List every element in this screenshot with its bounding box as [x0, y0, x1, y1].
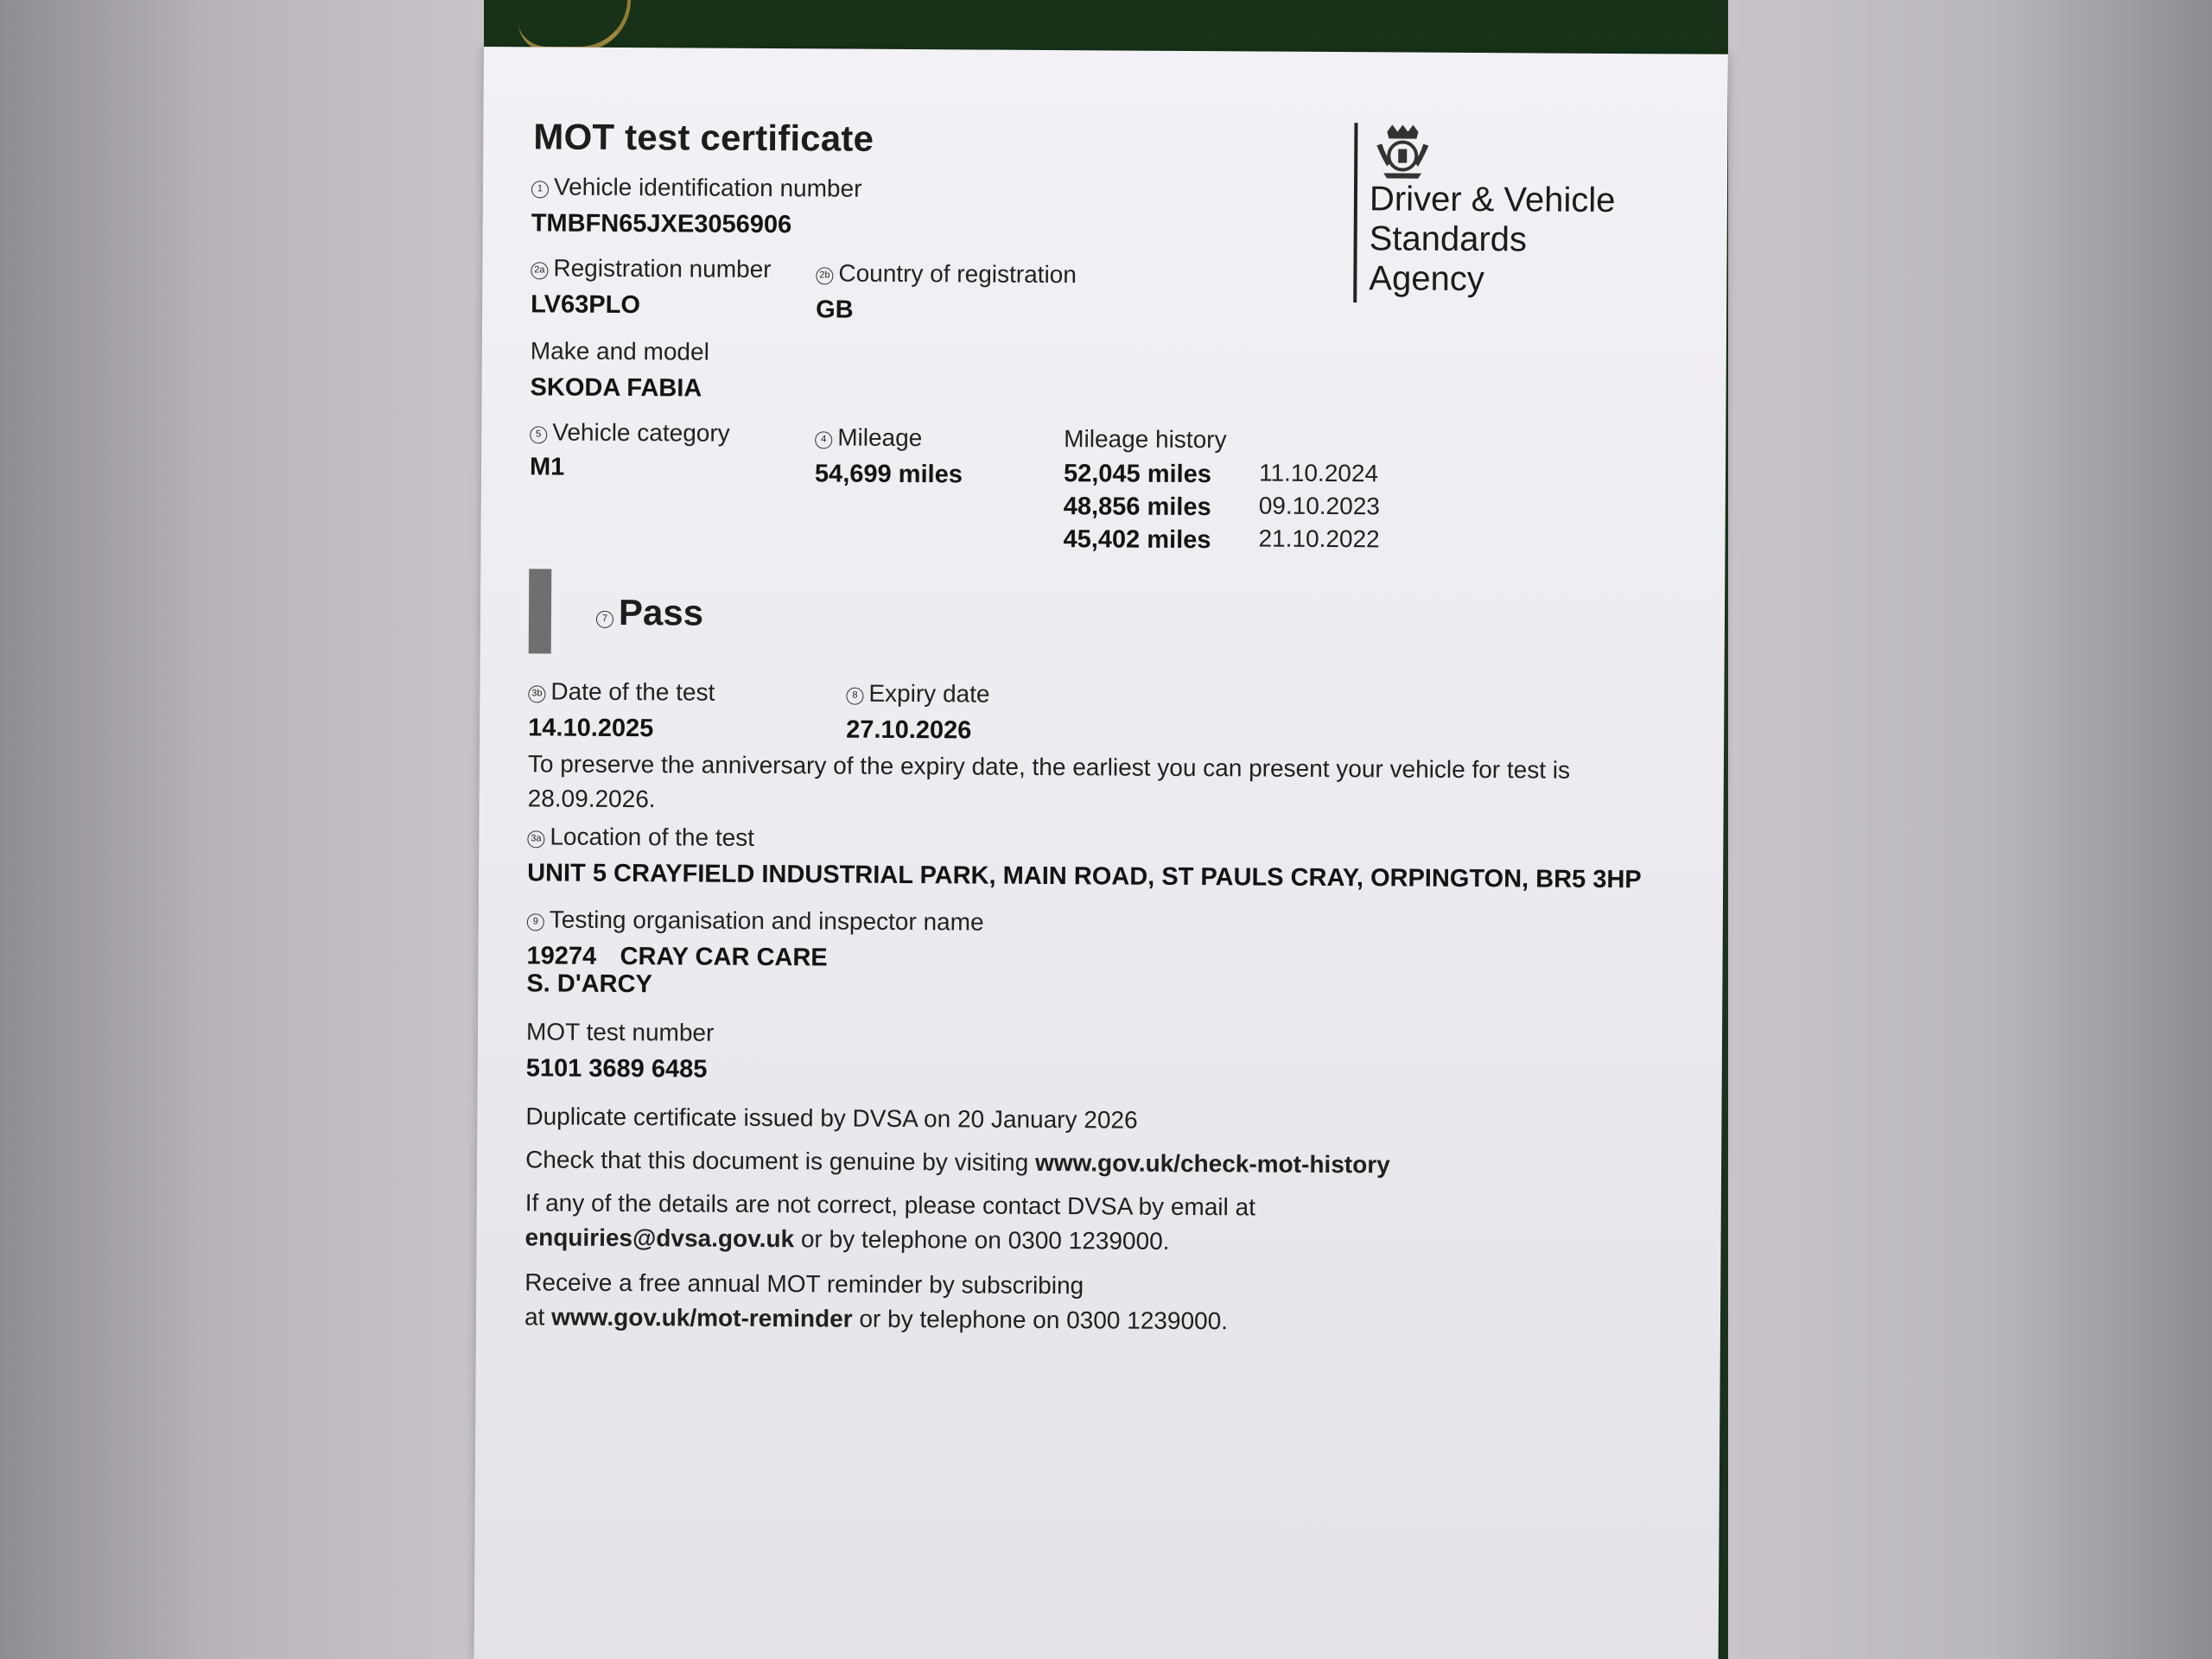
vin-value: TMBFN65JXE3056906 — [531, 209, 792, 239]
reminder-details-line: at www.gov.uk/mot-reminder or by telephone on 0300 1239000. — [524, 1303, 1229, 1335]
country-value: GB — [816, 296, 854, 324]
test-number-value: 5101 3689 6485 — [525, 1054, 708, 1084]
vin-label: 1 Vehicle identification number — [531, 173, 862, 202]
expiry-date-label: 8 Expiry date — [846, 680, 989, 709]
royal-crest-icon — [1370, 123, 1435, 180]
registration-value: LV63PLO — [531, 290, 641, 320]
field-number-badge: 8 — [846, 688, 863, 705]
contact-details-line: enquiries@dvsa.gov.uk or by telephone on 0300 1239000. — [524, 1224, 1170, 1255]
make-model-value: SKODA FABIA — [530, 373, 702, 403]
mileage-history-date: 09.10.2023 — [1258, 492, 1381, 520]
expiry-date-value: 27.10.2026 — [846, 715, 972, 745]
field-number-badge: 1 — [531, 181, 549, 198]
field-number-badge: 3a — [527, 830, 544, 848]
test-date-value: 14.10.2025 — [528, 714, 654, 743]
reminder-line: Receive a free annual MOT reminder by subscribing — [524, 1268, 1084, 1300]
field-number-badge: 4 — [815, 431, 832, 448]
genuine-check-line: Check that this document is genuine by visiting www.gov.uk/check-mot-history — [525, 1146, 1390, 1179]
agency-name-line3: Agency — [1369, 259, 1484, 299]
country-label: 2b Country of registration — [816, 259, 1077, 289]
category-value: M1 — [529, 453, 565, 481]
mileage-value: 54,699 miles — [814, 460, 963, 489]
field-number-badge: 7 — [596, 611, 613, 628]
agency-divider — [1353, 123, 1357, 302]
agency-name-line1: Driver & Vehicle — [1369, 180, 1616, 220]
mileage-history-label: Mileage history — [1064, 425, 1227, 454]
field-number-badge: 9 — [527, 913, 544, 931]
result-bar — [529, 569, 552, 653]
make-model-label: Make and model — [530, 337, 709, 365]
mot-reminder-link[interactable]: www.gov.uk/mot-reminder — [551, 1303, 853, 1332]
background-left — [0, 0, 484, 1659]
anniversary-note: To preserve the anniversary of the expiry date, the earliest you can present your vehicle for test is 28.09.2026. — [527, 750, 1571, 813]
field-number-badge: 3b — [528, 685, 545, 702]
field-number-badge: 5 — [530, 426, 547, 443]
mileage-history-miles: 48,856 miles — [1063, 493, 1211, 522]
agency-name-line2: Standards — [1369, 219, 1528, 259]
certificate-title: MOT test certificate — [533, 116, 874, 159]
contact-line: If any of the details are not correct, please contact DVSA by email at — [524, 1189, 1256, 1221]
inspector-name: S. D'ARCY — [526, 969, 652, 999]
category-label: 5 Vehicle category — [530, 418, 730, 447]
location-label: 3a Location of the test — [527, 823, 754, 852]
mileage-history-miles: 52,045 miles — [1063, 460, 1212, 489]
test-result: 7 Pass — [596, 592, 703, 634]
mileage-history-miles: 45,402 miles — [1063, 525, 1211, 555]
duplicate-note: Duplicate certificate issued by DVSA on 20 January 2026 — [525, 1103, 1138, 1134]
test-date-label: 3b Date of the test — [528, 677, 715, 706]
registration-label: 2a Registration number — [531, 254, 771, 283]
mileage-history-date: 11.10.2024 — [1258, 459, 1379, 487]
check-mot-history-link[interactable]: www.gov.uk/check-mot-history — [1034, 1148, 1390, 1179]
organisation-label: 9 Testing organisation and inspector name — [527, 906, 984, 936]
field-number-badge: 2b — [816, 267, 833, 284]
contact-email-link[interactable]: enquiries@dvsa.gov.uk — [524, 1224, 795, 1253]
field-number-badge: 2a — [531, 262, 548, 279]
background-right — [1728, 0, 2212, 1659]
location-value: UNIT 5 CRAYFIELD INDUSTRIAL PARK, MAIN ROAD, ST PAULS CRAY, ORPINGTON, BR5 3HP — [527, 859, 1642, 894]
organisation-name: CRAY CAR CARE — [620, 942, 828, 972]
test-number-label: MOT test number — [525, 1018, 715, 1046]
mileage-history-date: 21.10.2022 — [1258, 524, 1380, 553]
mot-certificate-page — [474, 47, 1728, 1659]
mileage-label: 4 Mileage — [815, 423, 922, 452]
organisation-id: 19274 — [526, 942, 597, 970]
